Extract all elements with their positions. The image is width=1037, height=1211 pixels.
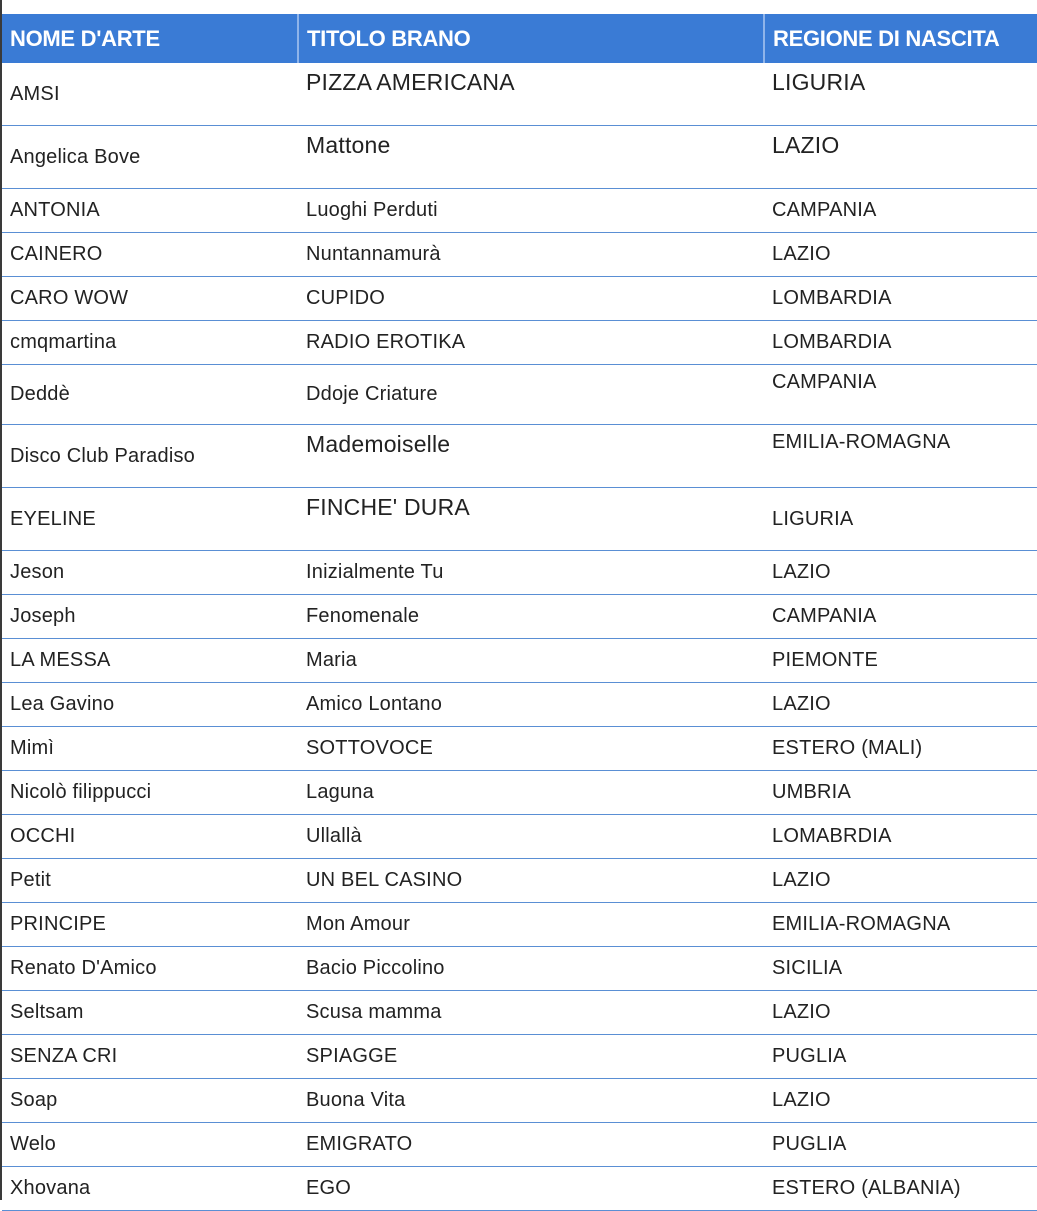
song-cell: Mademoiselle (298, 425, 764, 488)
table-header (2, 14, 1037, 63)
region-cell: LAZIO (764, 683, 1037, 727)
song-cell: Buona Vita (298, 1079, 764, 1123)
region-cell: LIGURIA (764, 63, 1037, 126)
table-row (2, 1035, 1037, 1079)
region-cell: EMILIA-ROMAGNA (764, 903, 1037, 947)
region-cell: ESTERO (ALBANIA) (764, 1167, 1037, 1211)
top-margin (0, 0, 1037, 14)
table-row (2, 63, 1037, 126)
region-cell: PUGLIA (764, 1123, 1037, 1167)
table-row (2, 365, 1037, 425)
artist-cell: Xhovana (2, 1167, 298, 1211)
table-row (2, 639, 1037, 683)
table-row (2, 1167, 1037, 1211)
artist-cell: Petit (2, 859, 298, 903)
header-song-title: TITOLO BRANO (298, 14, 764, 63)
table-row (2, 991, 1037, 1035)
region-cell: PIEMONTE (764, 639, 1037, 683)
song-cell: EGO (298, 1167, 764, 1211)
song-cell: RADIO EROTIKA (298, 321, 764, 365)
table-row (2, 595, 1037, 639)
song-cell: Maria (298, 639, 764, 683)
region-cell: UMBRIA (764, 771, 1037, 815)
song-cell: Fenomenale (298, 595, 764, 639)
region-cell: LOMABRDIA (764, 815, 1037, 859)
table-row (2, 727, 1037, 771)
song-cell: PIZZA AMERICANA (298, 63, 764, 126)
header-row (2, 14, 1037, 63)
song-cell: Luoghi Perduti (298, 189, 764, 233)
table-row (2, 321, 1037, 365)
artist-cell: Nicolò filippucci (2, 771, 298, 815)
region-cell: CAMPANIA (764, 365, 1037, 425)
song-cell: Nuntannamurà (298, 233, 764, 277)
table-row (2, 277, 1037, 321)
table-row (2, 771, 1037, 815)
artist-cell: Mimì (2, 727, 298, 771)
artist-cell: Lea Gavino (2, 683, 298, 727)
region-cell: SICILIA (764, 947, 1037, 991)
song-cell: UN BEL CASINO (298, 859, 764, 903)
artist-cell: SENZA CRI (2, 1035, 298, 1079)
region-cell: LAZIO (764, 859, 1037, 903)
artist-cell: Disco Club Paradiso (2, 425, 298, 488)
artist-cell: Jeson (2, 551, 298, 595)
region-cell: CAMPANIA (764, 189, 1037, 233)
song-cell: Mattone (298, 126, 764, 189)
artist-cell: Renato D'Amico (2, 947, 298, 991)
artist-cell: PRINCIPE (2, 903, 298, 947)
artist-cell: Welo (2, 1123, 298, 1167)
artist-cell: CAINERO (2, 233, 298, 277)
artist-cell: ANTONIA (2, 189, 298, 233)
region-cell: LAZIO (764, 1079, 1037, 1123)
region-cell: LAZIO (764, 126, 1037, 189)
region-cell: LOMBARDIA (764, 321, 1037, 365)
song-cell: Amico Lontano (298, 683, 764, 727)
song-cell: Laguna (298, 771, 764, 815)
artist-cell: Seltsam (2, 991, 298, 1035)
table-row (2, 1123, 1037, 1167)
song-cell: Ullallà (298, 815, 764, 859)
region-cell: CAMPANIA (764, 595, 1037, 639)
song-cell: FINCHE' DURA (298, 488, 764, 551)
artist-cell: Joseph (2, 595, 298, 639)
song-cell: Ddoje Criature (298, 365, 764, 425)
header-artist-name: NOME D'ARTE (2, 14, 298, 63)
artist-cell: Deddè (2, 365, 298, 425)
artist-cell: EYELINE (2, 488, 298, 551)
song-cell: SOTTOVOCE (298, 727, 764, 771)
artist-cell: LA MESSA (2, 639, 298, 683)
table-row (2, 425, 1037, 488)
region-cell: PUGLIA (764, 1035, 1037, 1079)
region-cell: LAZIO (764, 233, 1037, 277)
artist-cell: Angelica Bove (2, 126, 298, 189)
table-row (2, 551, 1037, 595)
table-row (2, 903, 1037, 947)
table-row (2, 947, 1037, 991)
region-cell: LOMBARDIA (764, 277, 1037, 321)
song-cell: Mon Amour (298, 903, 764, 947)
artist-cell: OCCHI (2, 815, 298, 859)
table-row (2, 815, 1037, 859)
table-body (2, 63, 1037, 1211)
song-cell: Scusa mamma (298, 991, 764, 1035)
region-cell: LAZIO (764, 991, 1037, 1035)
region-cell: ESTERO (MALI) (764, 727, 1037, 771)
artist-cell: Soap (2, 1079, 298, 1123)
table-row (2, 1079, 1037, 1123)
region-cell: LIGURIA (764, 488, 1037, 551)
artist-cell: cmqmartina (2, 321, 298, 365)
song-cell: Bacio Piccolino (298, 947, 764, 991)
table-row (2, 189, 1037, 233)
table-row (2, 488, 1037, 551)
song-cell: CUPIDO (298, 277, 764, 321)
table-row (2, 859, 1037, 903)
table-row (2, 126, 1037, 189)
region-cell: LAZIO (764, 551, 1037, 595)
table-row (2, 233, 1037, 277)
artist-cell: CARO WOW (2, 277, 298, 321)
artist-cell: AMSI (2, 63, 298, 126)
song-cell: SPIAGGE (298, 1035, 764, 1079)
artists-table (2, 14, 1037, 1211)
header-birth-region: REGIONE DI NASCITA (764, 14, 1037, 63)
song-cell: EMIGRATO (298, 1123, 764, 1167)
table-row (2, 683, 1037, 727)
song-cell: Inizialmente Tu (298, 551, 764, 595)
region-cell: EMILIA-ROMAGNA (764, 425, 1037, 488)
